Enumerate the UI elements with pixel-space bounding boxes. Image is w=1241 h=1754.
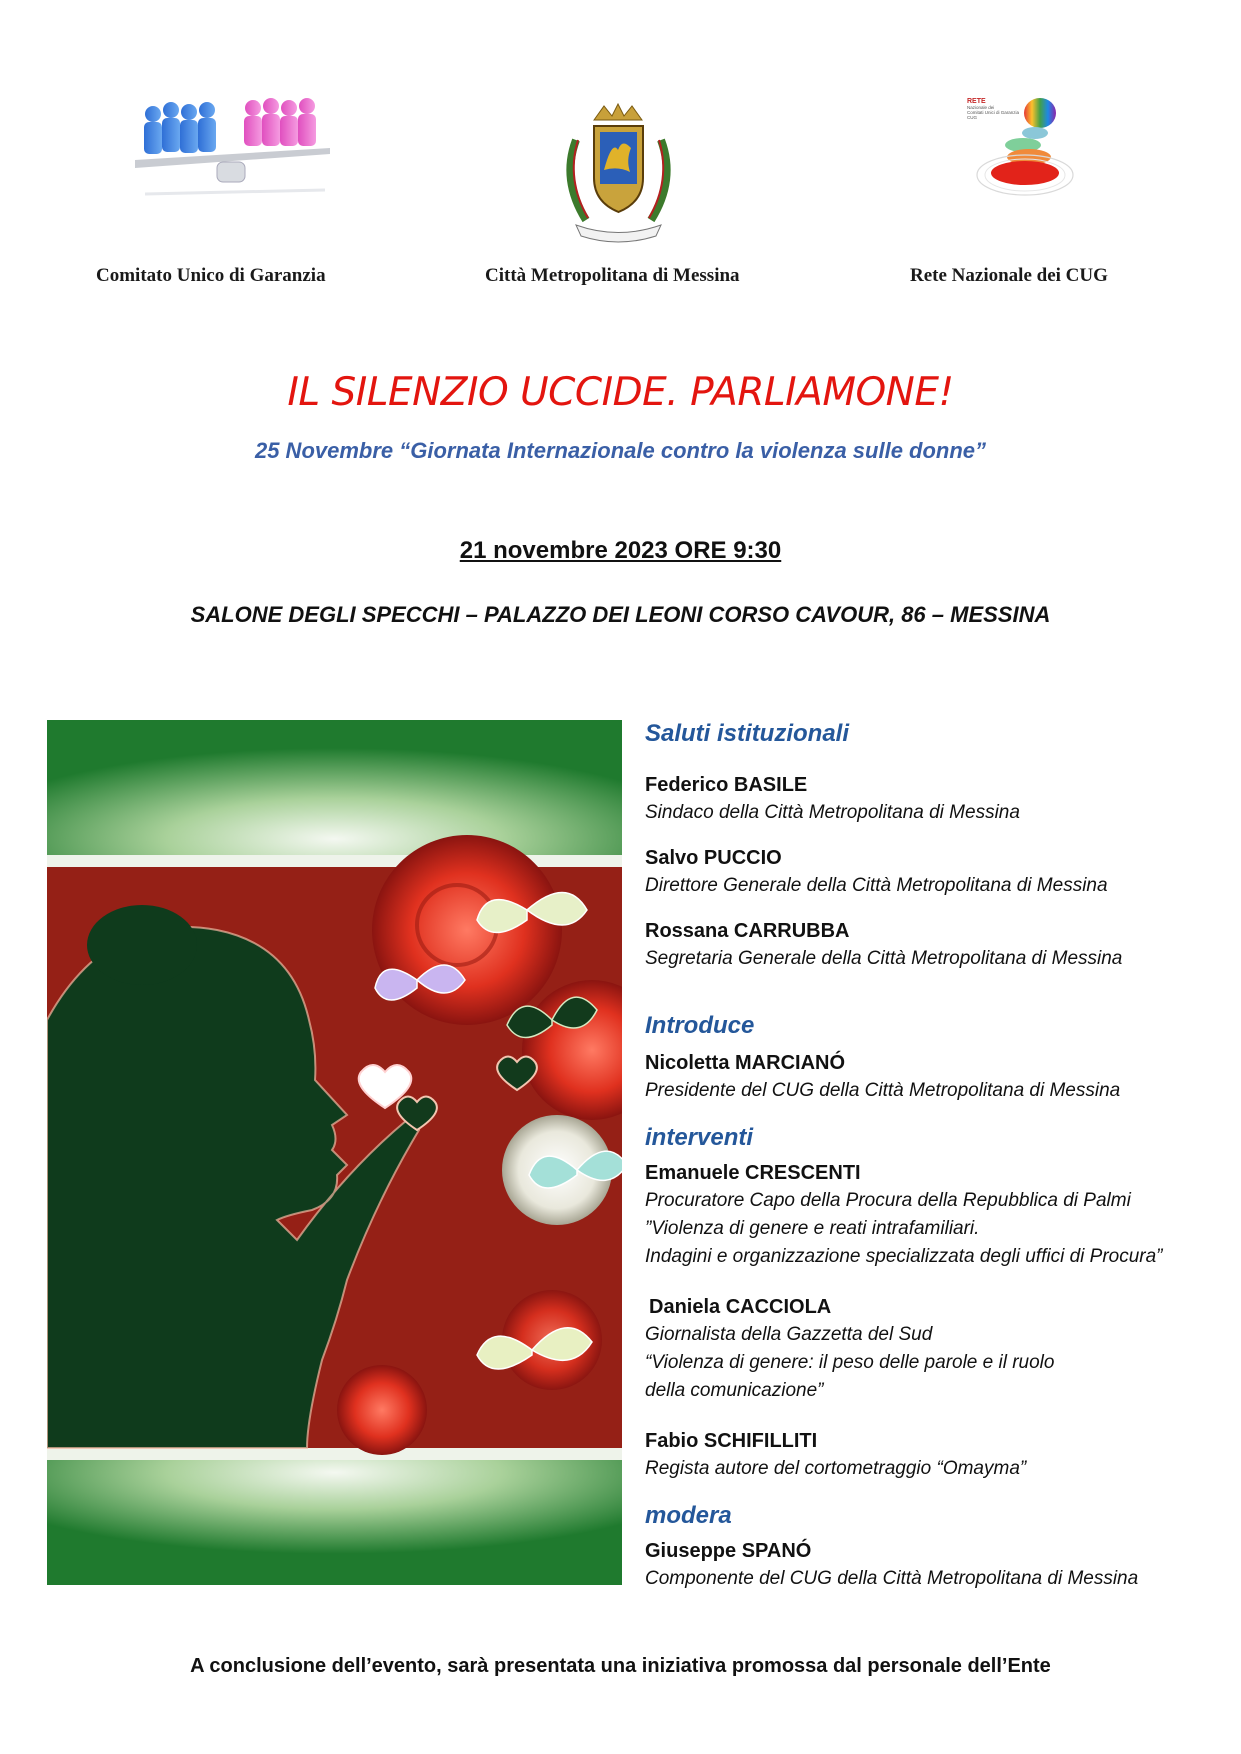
speaker-role: Giornalista della Gazzetta del Sud (645, 1324, 933, 1345)
svg-text:RETE: RETE (967, 98, 986, 105)
logo-caption-cug: Comitato Unico di Garanzia (96, 265, 326, 286)
section-heading-introduce: Introduce (645, 1012, 755, 1039)
section-heading-interventi: interventi (645, 1124, 754, 1151)
speaker-role: Componente del CUG della Città Metropolitana di Messina (645, 1568, 1139, 1589)
logo-caption-citta-metropolitana: Città Metropolitana di Messina (485, 265, 740, 286)
section-heading-saluti: Saluti istituzionali (645, 720, 850, 747)
speaker-name: Giuseppe SPANÓ (645, 1540, 812, 1562)
balance-people-icon (135, 90, 340, 205)
messina-coat-of-arms (556, 100, 681, 249)
rainbow-stones-icon (965, 95, 1075, 205)
svg-text:Comitati Unici di Garanzia: Comitati Unici di Garanzia (967, 110, 1020, 115)
speaker-role: Direttore Generale della Città Metropolitana di Messina (645, 875, 1108, 896)
event-venue: SALONE DEGLI SPECCHI – PALAZZO DEI LEONI CORSO CAVOUR, 86 – MESSINA (190, 602, 1051, 627)
speaker-role: ”Violenza di genere e reati intrafamiliari. (645, 1218, 980, 1239)
footer-note: A conclusione dell’evento, sarà presentata una iniziativa promossa dal personale dell’Ente (190, 1655, 1051, 1677)
section-heading-modera: modera (645, 1502, 732, 1529)
speaker-role: Regista autore del cortometraggio “Omayma” (645, 1458, 1027, 1479)
speaker-role: Presidente del CUG della Città Metropolitana di Messina (645, 1080, 1121, 1101)
speaker-name: Nicoletta MARCIANÓ (645, 1052, 846, 1074)
svg-text:Nazionale dei: Nazionale dei (967, 105, 995, 110)
speaker-name: Emanuele CRESCENTI (645, 1162, 861, 1184)
event-subtitle: 25 Novembre “Giornata Internazionale contro la violenza sulle donne” (254, 438, 987, 463)
speaker-role: della comunicazione” (645, 1380, 824, 1401)
poster-image (47, 720, 622, 1585)
speaker-role: Sindaco della Città Metropolitana di Messina (645, 802, 1020, 823)
event-title: IL SILENZIO UCCIDE. PARLIAMONE! (287, 370, 954, 415)
speaker-name: Fabio SCHIFILLITI (645, 1430, 818, 1452)
speaker-name: Salvo PUCCIO (645, 847, 782, 869)
rete-cug-logo (965, 95, 1075, 209)
logo-caption-rete-cug: Rete Nazionale dei CUG (910, 265, 1108, 286)
speaker-role: Segretaria Generale della Città Metropolitana di Messina (645, 948, 1123, 969)
cug-logo (135, 90, 340, 209)
speaker-name: Federico BASILE (645, 774, 808, 796)
speaker-name: Rossana CARRUBBA (645, 920, 850, 942)
speaker-role: Indagini e organizzazione specializzata degli uffici di Procura” (645, 1246, 1163, 1267)
speaker-role: “Violenza di genere: il peso delle parole e il ruolo (645, 1352, 1055, 1373)
speaker-role: Procuratore Capo della Procura della Repubblica di Palmi (645, 1190, 1131, 1211)
event-date: 21 novembre 2023 ORE 9:30 (459, 537, 782, 564)
coat-of-arms-icon (556, 100, 681, 245)
speaker-name: Daniela CACCIOLA (649, 1296, 832, 1318)
svg-text:CUG: CUG (967, 115, 977, 120)
